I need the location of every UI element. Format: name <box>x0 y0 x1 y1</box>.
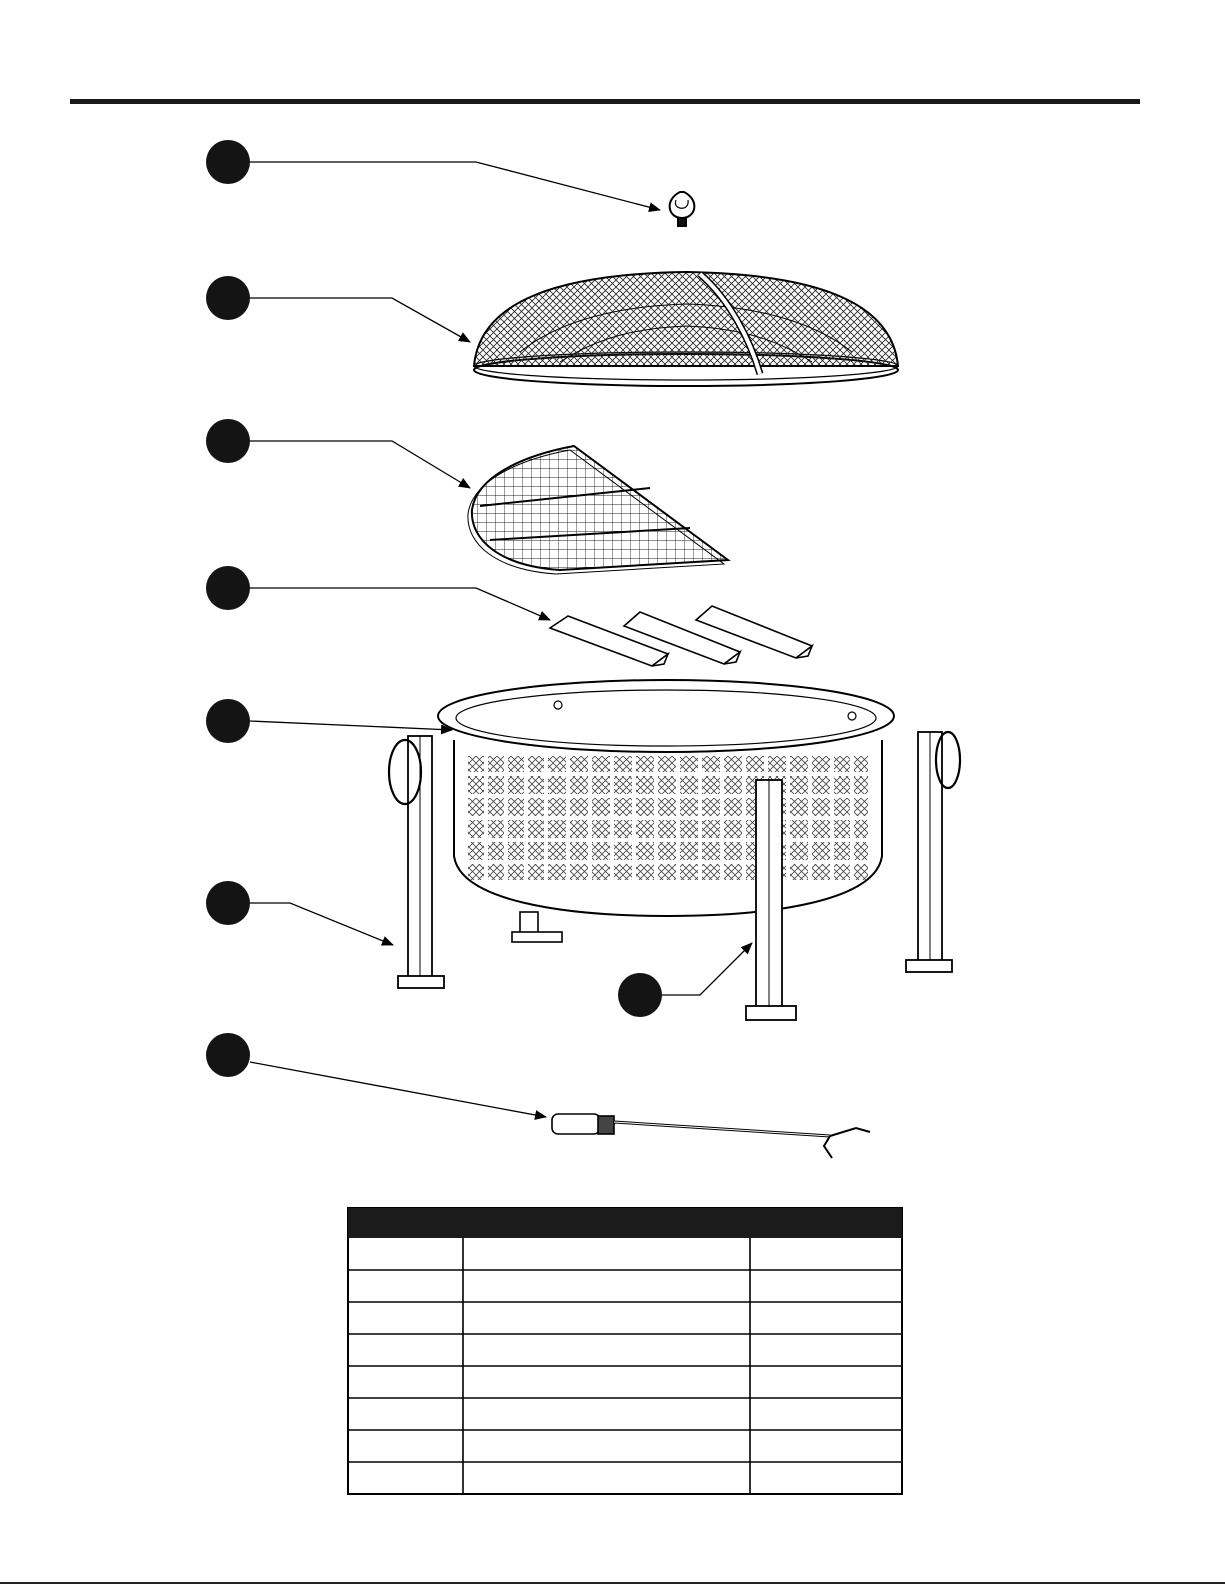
spark-screen-part <box>474 272 898 386</box>
leader-line-1 <box>250 162 660 210</box>
handle-ring-part <box>670 192 695 226</box>
leader-line-2 <box>250 298 470 342</box>
cooking-grate-part <box>468 446 728 574</box>
header-rule <box>70 99 1140 104</box>
log-grates-part <box>550 606 812 666</box>
callout-bubble-2 <box>206 276 250 320</box>
leader-line-7 <box>662 943 752 995</box>
parts-table-header <box>348 1208 902 1238</box>
callout-bubble-6 <box>206 881 250 925</box>
leader-line-6 <box>250 903 393 945</box>
callout-bubble-5 <box>206 699 250 743</box>
leader-line-8 <box>250 1062 546 1117</box>
leader-line-4 <box>250 588 550 620</box>
fire-bowl-part <box>438 680 894 942</box>
leader-line-5 <box>250 721 452 730</box>
callout-bubble-7 <box>618 973 662 1017</box>
parts-table <box>348 1208 902 1494</box>
callout-bubble-4 <box>206 566 250 610</box>
callout-bubble-3 <box>206 419 250 463</box>
leader-line-3 <box>250 441 470 488</box>
callout-bubble-8 <box>206 1033 250 1077</box>
parts-table-outline <box>348 1208 902 1494</box>
callout-bubble-1 <box>206 140 250 184</box>
poker-part <box>552 1114 870 1158</box>
footer-rule <box>0 1582 1225 1584</box>
